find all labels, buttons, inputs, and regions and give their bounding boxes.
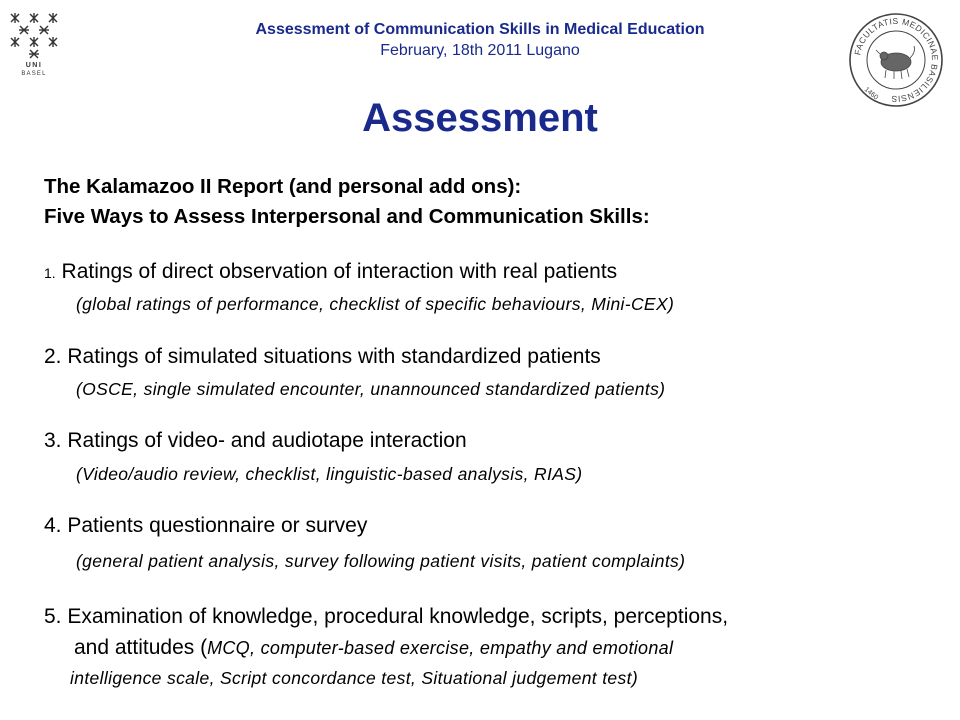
list-item-3 (44, 427, 467, 455)
item-detail-5b: intelligence scale, Script concordance test, Situational judgement test) (70, 668, 638, 688)
uni-basel-cross-icon (8, 10, 60, 76)
item-number: 1. (44, 265, 56, 281)
header-date-location: February, 18th 2011 Lugano (380, 42, 580, 59)
list-item-1 (44, 258, 617, 287)
item-5-continuation (74, 634, 673, 662)
intro-line-1: The Kalamazoo II Report (and personal add ons): (44, 175, 522, 198)
list-item-4 (44, 512, 367, 540)
item-number: 5. (44, 605, 62, 628)
item-text: Ratings of direct observation of interaction with real patients (55, 260, 618, 283)
item-text-2: and attitudes ( (74, 636, 208, 659)
item-text: Ratings of simulated situations with standardized patients (61, 345, 601, 368)
page-title: Assessment (362, 96, 598, 140)
slide-header (180, 19, 780, 61)
intro-heading (44, 172, 650, 232)
logo-uni-text: UNI (25, 62, 43, 69)
item-text: Patients questionnaire or survey (61, 514, 368, 537)
item-number: 3. (44, 429, 62, 452)
item-number: 4. (44, 514, 62, 537)
item-detail-5a: MCQ, computer-based exercise, empathy and emotional (207, 638, 674, 658)
seal-text: FACULTATIS MEDICINAE BASILIENSIS (852, 15, 941, 105)
item-detail-1: (global ratings of performance, checklist of specific behaviours, Mini-CEX) (76, 294, 675, 314)
item-detail-3: (Video/audio review, checklist, linguistic-based analysis, RIAS) (76, 464, 583, 484)
header-title: Assessment of Communication Skills in Medical Education (255, 21, 705, 38)
list-item-2 (44, 343, 601, 371)
item-number: 2. (44, 345, 62, 368)
item-detail-2: (OSCE, single simulated encounter, unannounced standardized patients) (76, 379, 666, 399)
list-item-5 (44, 603, 728, 631)
seal-year: 1460 (862, 86, 880, 102)
seal-animal-icon (876, 46, 915, 79)
logo-basel-text: BASEL (21, 71, 47, 76)
intro-line-2: Five Ways to Assess Interpersonal and Communication Skills: (44, 205, 650, 228)
item-text: Examination of knowledge, procedural knowledge, scripts, perceptions, (61, 605, 729, 628)
uni-basel-logo (8, 10, 60, 76)
item-detail-4: (general patient analysis, survey following patient visits, patient complaints) (76, 551, 686, 571)
item-text: Ratings of video- and audiotape interaction (61, 429, 467, 452)
